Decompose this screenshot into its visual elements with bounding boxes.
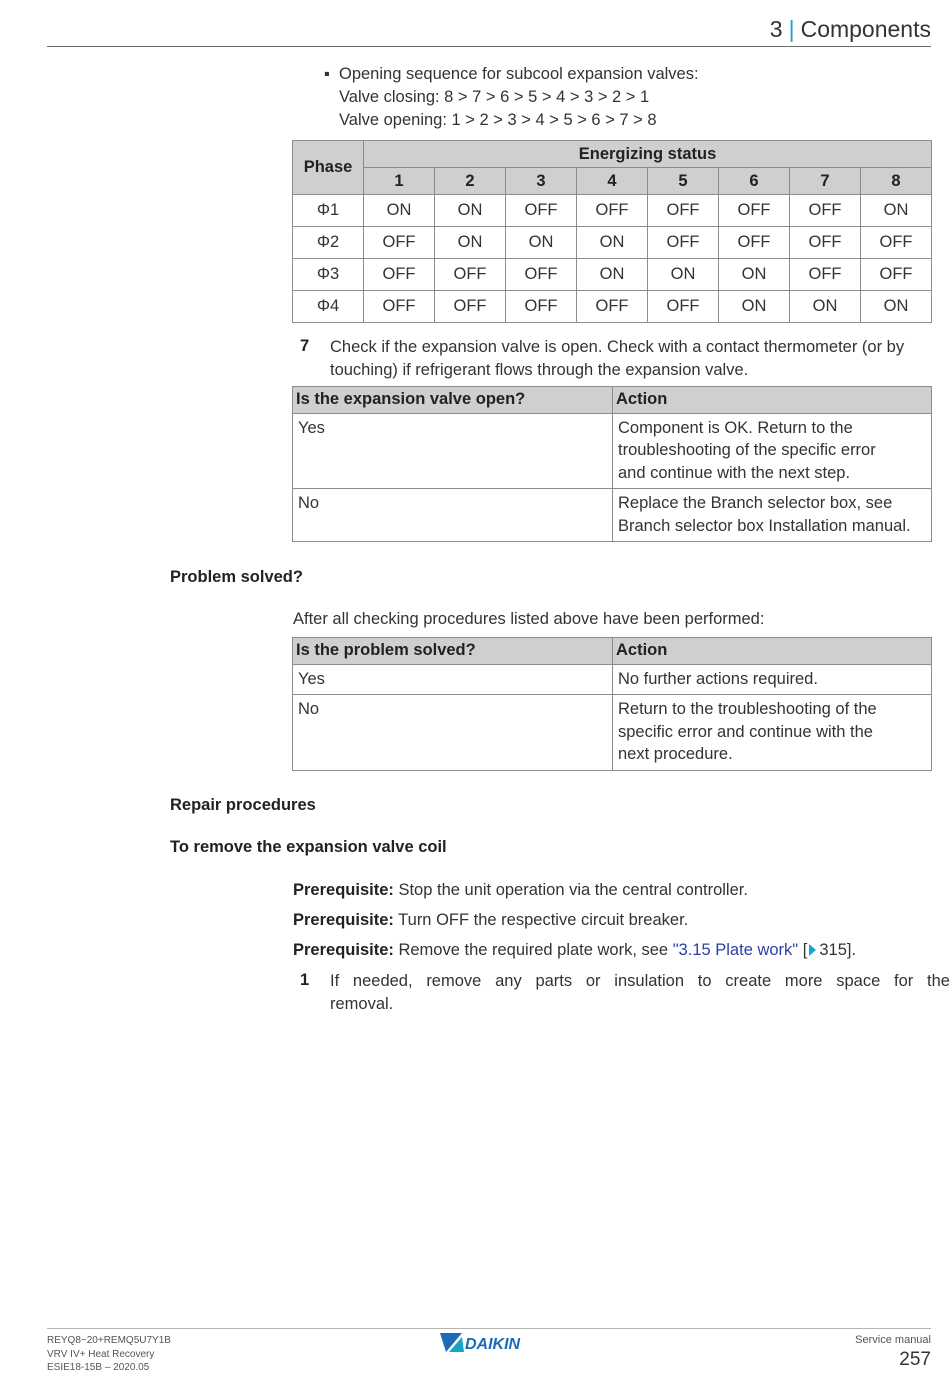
chapter-header	[770, 16, 931, 43]
action-line: Component is OK. Return to the	[618, 418, 853, 437]
step-1-number: 1	[300, 971, 310, 989]
status-cell: OFF	[506, 259, 577, 291]
table-header-row	[293, 141, 932, 168]
status-cell: OFF	[719, 195, 790, 227]
footer-doc-id: ESIE18-15B – 2020.05	[47, 1362, 150, 1373]
action-line: Branch selector box Installation manual.	[618, 516, 911, 535]
repair-procedures-heading: Repair procedures	[170, 796, 316, 814]
answer-cell: Yes	[293, 664, 613, 695]
action-cell	[613, 489, 932, 542]
prerequisite-label: Prerequisite:	[293, 941, 394, 959]
status-cell: ON	[861, 195, 932, 227]
energizing-status-table	[292, 140, 932, 323]
column-header: 2	[435, 168, 506, 195]
table-row	[293, 413, 932, 489]
footer-product: VRV IV+ Heat Recovery	[47, 1348, 155, 1360]
column-header: 8	[861, 168, 932, 195]
action-line: next procedure.	[618, 745, 733, 763]
status-cell: OFF	[364, 291, 435, 323]
chapter-number: 3	[769, 16, 783, 42]
status-cell: OFF	[648, 227, 719, 259]
status-cell: ON	[577, 259, 648, 291]
status-cell: ON	[577, 227, 648, 259]
table-row	[293, 291, 932, 323]
question-header: Is the expansion valve open?	[293, 387, 613, 414]
footer-doc-info	[47, 1334, 171, 1375]
status-cell: OFF	[861, 227, 932, 259]
daikin-logo-text: DAIKIN	[465, 1336, 521, 1353]
prerequisite-text: Turn OFF the respective circuit breaker.	[398, 911, 689, 929]
status-cell: OFF	[506, 195, 577, 227]
status-cell: OFF	[577, 291, 648, 323]
action-line: No further actions required.	[618, 669, 818, 688]
bullet-line-2: Valve closing: 8 > 7 > 6 > 5 > 4 > 3 > 2 > 1	[339, 88, 650, 106]
step-1-line-1: If needed, remove any parts or insulation to create more space for the	[330, 972, 950, 990]
prerequisite-label: Prerequisite:	[293, 911, 394, 929]
problem-solved-intro: After all checking procedures listed above have been performed:	[293, 610, 765, 628]
footer-rule	[47, 1328, 931, 1329]
status-cell: OFF	[435, 291, 506, 323]
phase-header: Phase	[293, 141, 364, 195]
phase-cell: Φ3	[293, 259, 364, 291]
prerequisite-2	[293, 911, 688, 930]
action-cell	[613, 695, 932, 771]
action-line: Return to the troubleshooting of the	[618, 700, 877, 718]
table-subheader-row	[293, 168, 932, 195]
status-cell: ON	[719, 291, 790, 323]
chapter-separator: |	[788, 16, 795, 42]
step-7-line-1: Check if the expansion valve is open. Check with a contact thermometer (or by	[330, 338, 905, 356]
table-row	[293, 195, 932, 227]
table-row	[293, 489, 932, 542]
status-cell: OFF	[790, 259, 861, 291]
prerequisite-text: Remove the required plate work, see	[398, 941, 669, 959]
status-cell: OFF	[790, 227, 861, 259]
daikin-logo-icon	[440, 1332, 540, 1354]
action-cell	[613, 413, 932, 489]
phase-cell: Φ1	[293, 195, 364, 227]
energizing-status-header: Energizing status	[364, 141, 932, 168]
status-cell: OFF	[648, 195, 719, 227]
status-cell: OFF	[719, 227, 790, 259]
status-cell: ON	[719, 259, 790, 291]
expansion-valve-open-table	[292, 386, 932, 542]
chapter-title: Components	[800, 16, 931, 42]
status-cell: ON	[648, 259, 719, 291]
page-arrow-icon	[809, 944, 816, 956]
daikin-logo	[440, 1332, 540, 1354]
column-header: 1	[364, 168, 435, 195]
prerequisite-1	[293, 881, 748, 900]
table-header-row	[293, 638, 932, 665]
answer-cell: Yes	[293, 413, 613, 489]
table-row	[293, 227, 932, 259]
status-cell: OFF	[648, 291, 719, 323]
page-ref[interactable]: [ 315].	[802, 941, 857, 959]
action-line: and continue with the next step.	[618, 463, 851, 482]
action-cell	[613, 664, 932, 695]
answer-cell: No	[293, 489, 613, 542]
status-cell: OFF	[790, 195, 861, 227]
prerequisite-label: Prerequisite:	[293, 881, 394, 899]
action-header: Action	[613, 387, 932, 414]
status-cell: OFF	[435, 259, 506, 291]
action-header: Action	[613, 638, 932, 665]
footer-model: REYQ8~20+REMQ5U7Y1B	[47, 1335, 171, 1346]
phase-cell: Φ2	[293, 227, 364, 259]
status-cell: OFF	[861, 259, 932, 291]
prerequisite-text: Stop the unit operation via the central controller.	[398, 881, 748, 899]
question-header: Is the problem solved?	[293, 638, 613, 665]
column-header: 5	[648, 168, 719, 195]
table-header-row	[293, 387, 932, 414]
page-number: 257	[899, 1349, 931, 1370]
column-header: 6	[719, 168, 790, 195]
remove-coil-subheading: To remove the expansion valve coil	[170, 838, 447, 856]
footer-manual-type: Service manual	[855, 1334, 931, 1346]
answer-cell: No	[293, 695, 613, 771]
status-cell: OFF	[364, 227, 435, 259]
step-7-line-2: touching) if refrigerant flows through the expansion valve.	[330, 361, 749, 379]
action-line: Replace the Branch selector box, see	[618, 494, 893, 512]
status-cell: ON	[790, 291, 861, 323]
action-line: troubleshooting of the specific error	[618, 441, 876, 459]
problem-solved-table	[292, 637, 932, 771]
status-cell: ON	[435, 195, 506, 227]
table-row	[293, 259, 932, 291]
plate-work-link[interactable]: "3.15 Plate work"	[672, 941, 799, 959]
step-1-line-2: removal.	[330, 995, 394, 1013]
table-row	[293, 695, 932, 771]
column-header: 3	[506, 168, 577, 195]
status-cell: ON	[861, 291, 932, 323]
status-cell: OFF	[506, 291, 577, 323]
status-cell: OFF	[577, 195, 648, 227]
table-row	[293, 664, 932, 695]
problem-solved-heading: Problem solved?	[170, 568, 303, 586]
prerequisite-3	[293, 941, 856, 960]
phase-cell: Φ4	[293, 291, 364, 323]
status-cell: OFF	[364, 259, 435, 291]
step-7-number: 7	[300, 337, 310, 355]
column-header: 4	[577, 168, 648, 195]
header-rule	[47, 46, 931, 47]
bullet-marker: ▪	[324, 65, 330, 83]
column-header: 7	[790, 168, 861, 195]
status-cell: ON	[435, 227, 506, 259]
status-cell: ON	[364, 195, 435, 227]
bullet-line-3: Valve opening: 1 > 2 > 3 > 4 > 5 > 6 > 7 > 8	[339, 111, 657, 129]
page-ref-number: 315	[819, 941, 847, 959]
status-cell: ON	[506, 227, 577, 259]
action-line: specific error and continue with the	[618, 722, 873, 741]
bullet-line-1: Opening sequence for subcool expansion valves:	[339, 65, 699, 83]
